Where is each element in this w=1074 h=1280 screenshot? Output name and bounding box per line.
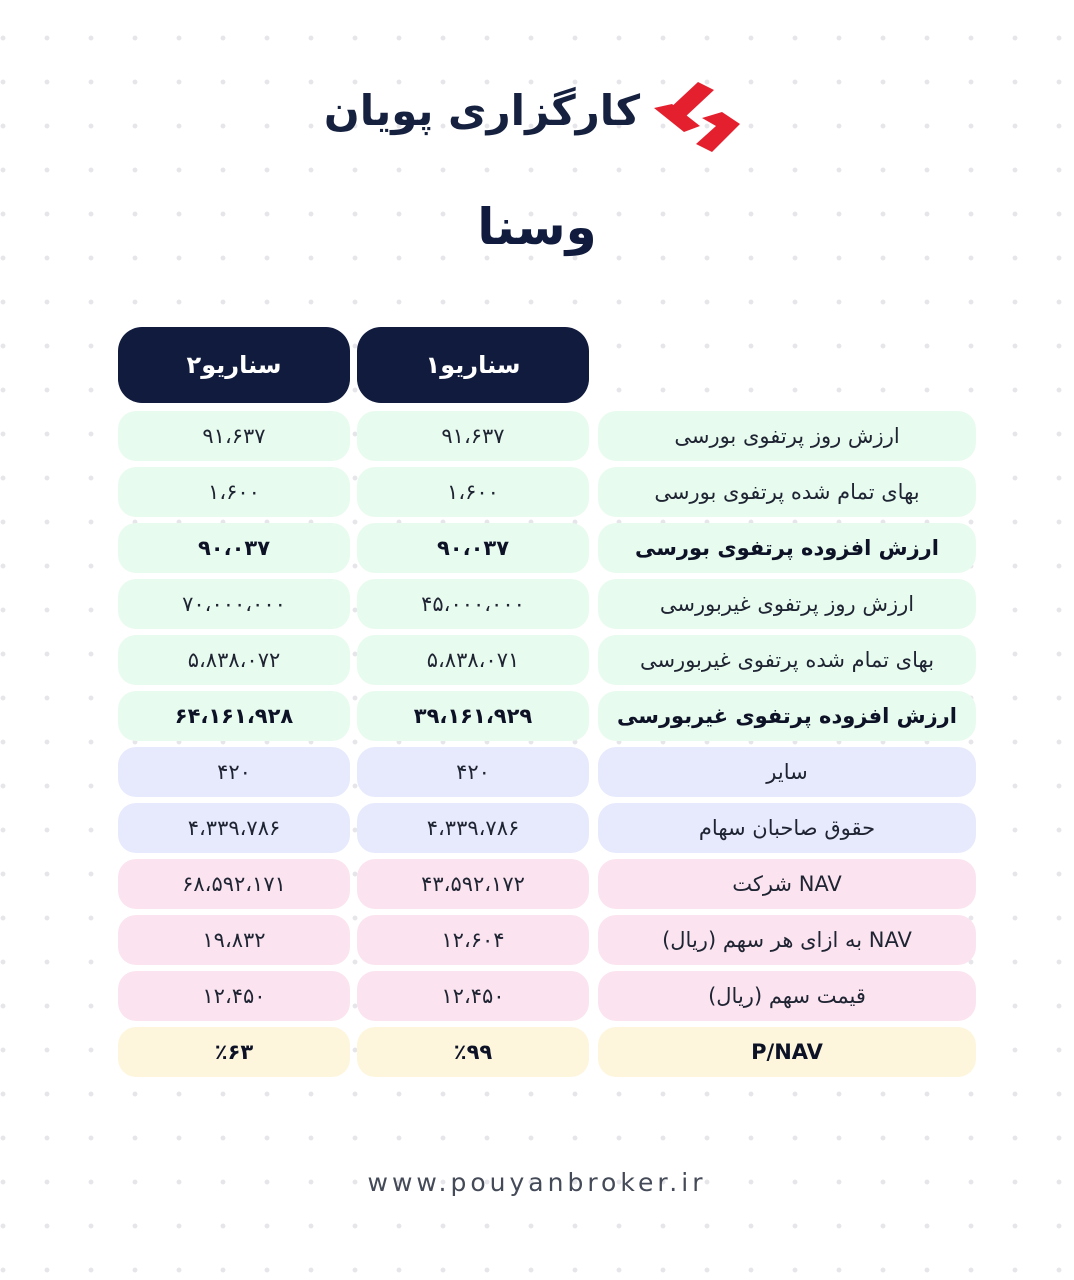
table-row — [118, 971, 976, 1021]
scenario-2-value: ۶۸،۵۹۲،۱۷۱ — [118, 859, 350, 909]
brand-logo — [323, 78, 740, 158]
row-label: بهای تمام شده پرتفوی بورسی — [598, 467, 976, 517]
website-url: www.pouyanbroker.ir — [367, 1168, 707, 1197]
scenario-2-value: ۱۹،۸۳۲ — [118, 915, 350, 965]
scenario-1-value: ۴،۳۳۹،۷۸۶ — [357, 803, 589, 853]
table-row — [118, 635, 976, 685]
table-row — [118, 747, 976, 797]
table-row — [118, 411, 976, 461]
scenario-1-value: ۱۲،۴۵۰ — [357, 971, 589, 1021]
row-label: ارزش روز پرتفوی بورسی — [598, 411, 976, 461]
row-label: حقوق صاحبان سهام — [598, 803, 976, 853]
brand-name: کارگزاری پویان — [323, 86, 640, 135]
scenario-2-value: ۷۰،۰۰۰،۰۰۰ — [118, 579, 350, 629]
scenario-2-value: ۹۰،۰۳۷ — [118, 523, 350, 573]
scenario-2-value: ۱،۶۰۰ — [118, 467, 350, 517]
table-row — [118, 915, 976, 965]
table-row — [118, 523, 976, 573]
scenario-1-value: ۴۲۰ — [357, 747, 589, 797]
page-title: وسنا — [477, 198, 597, 256]
header-scenario-2: سناریو۲ — [118, 327, 350, 403]
row-label: NAV به ازای هر سهم (ریال) — [598, 915, 976, 965]
table-row — [118, 1027, 976, 1077]
table-row — [118, 803, 976, 853]
row-label: ارزش افزوده پرتفوی غیربورسی — [598, 691, 976, 741]
scenario-1-value: ۹۱،۶۳۷ — [357, 411, 589, 461]
scenario-1-value: ۴۵،۰۰۰،۰۰۰ — [357, 579, 589, 629]
table-row — [118, 467, 976, 517]
brand-mark-icon — [650, 78, 740, 156]
table-row — [118, 859, 976, 909]
row-label: قیمت سهم (ریال) — [598, 971, 976, 1021]
scenario-1-value: ۳۹،۱۶۱،۹۲۹ — [357, 691, 589, 741]
scenario-2-value: ۶۴،۱۶۱،۹۲۸ — [118, 691, 350, 741]
row-label: سایر — [598, 747, 976, 797]
table-row — [118, 691, 976, 741]
scenario-1-value: ۴۳،۵۹۲،۱۷۲ — [357, 859, 589, 909]
scenario-1-value: ٪۹۹ — [357, 1027, 589, 1077]
row-label: P/NAV — [598, 1027, 976, 1077]
scenario-2-value: ٪۶۳ — [118, 1027, 350, 1077]
scenario-2-value: ۴،۳۳۹،۷۸۶ — [118, 803, 350, 853]
table-row — [118, 579, 976, 629]
scenario-1-value: ۱،۶۰۰ — [357, 467, 589, 517]
row-label: ارزش افزوده پرتفوی بورسی — [598, 523, 976, 573]
scenario-2-value: ۵،۸۳۸،۰۷۲ — [118, 635, 350, 685]
scenario-2-value: ۱۲،۴۵۰ — [118, 971, 350, 1021]
row-label: بهای تمام شده پرتفوی غیربورسی — [598, 635, 976, 685]
row-label: NAV شرکت — [598, 859, 976, 909]
header-scenario-1: سناریو۱ — [357, 327, 589, 403]
scenario-1-value: ۵،۸۳۸،۰۷۱ — [357, 635, 589, 685]
scenario-2-value: ۹۱،۶۳۷ — [118, 411, 350, 461]
scenario-1-value: ۱۲،۶۰۴ — [357, 915, 589, 965]
scenario-2-value: ۴۲۰ — [118, 747, 350, 797]
scenario-1-value: ۹۰،۰۳۷ — [357, 523, 589, 573]
row-label: ارزش روز پرتفوی غیربورسی — [598, 579, 976, 629]
